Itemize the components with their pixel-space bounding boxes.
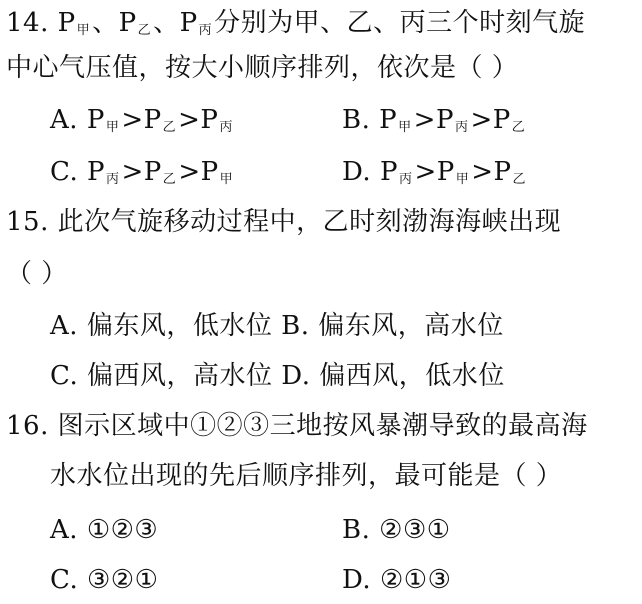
seq-part: >P <box>413 105 454 135</box>
option-seq <box>87 105 235 135</box>
seq-sub: 丙 <box>106 172 120 187</box>
q16-stem-line2 <box>50 459 562 493</box>
seq-sub: 甲 <box>105 120 120 135</box>
option-letter: D. <box>342 565 372 595</box>
option-letter: C. <box>50 157 79 187</box>
option-letter: D. <box>342 157 372 187</box>
seq-sub: 甲 <box>219 172 234 187</box>
option-letter: B. <box>281 311 310 341</box>
option-text: 偏西风，高水位 <box>87 361 273 391</box>
seq-sub: 甲 <box>398 120 412 135</box>
q14-sep1: 、P <box>92 8 137 38</box>
q14-option-a[interactable] <box>50 105 235 135</box>
q14-stem-line2 <box>6 51 518 85</box>
option-letter: D. <box>281 361 311 391</box>
q15-option-a[interactable] <box>50 311 281 341</box>
q14-sub-yi: 乙 <box>137 23 152 38</box>
q14-number: 14. <box>6 8 49 38</box>
seq-part: >P <box>470 105 511 135</box>
q15-options-row1 <box>50 309 504 343</box>
seq-sub: 乙 <box>512 172 527 187</box>
option-text: ②③① <box>379 515 451 545</box>
q14-option-d[interactable] <box>342 155 528 197</box>
q14-sub-bing: 丙 <box>198 23 213 38</box>
q15-stem-part1: 此次气旋移动过程中，乙时刻渤海海峡出现 <box>57 207 562 237</box>
q16-number: 16. <box>6 411 49 441</box>
q15-stem-line1 <box>6 205 561 239</box>
q14-stem-line1 <box>6 6 585 40</box>
q14-p-label: P <box>57 8 76 38</box>
seq-part: P <box>87 157 105 187</box>
seq-part: >P <box>121 105 162 135</box>
option-letter: A. <box>50 105 79 135</box>
q14-options-row2 <box>50 155 527 189</box>
seq-part: >P <box>414 157 455 187</box>
seq-part: P <box>379 105 398 135</box>
q14-options-row1 <box>50 103 526 137</box>
q16-options-row1 <box>50 513 451 547</box>
seq-part: >P <box>471 157 512 187</box>
seq-sub: 乙 <box>511 120 526 135</box>
q15-options-row2 <box>50 359 505 393</box>
q15-stem-part2: （ ） <box>6 259 68 289</box>
q16-stem-part2: 水水位出现的先后顺序排列，最可能是（ ） <box>50 461 563 491</box>
option-text: 偏东风，低水位 <box>86 311 273 341</box>
q15-option-c[interactable] <box>50 361 281 391</box>
seq-sub: 乙 <box>162 120 177 135</box>
q15-option-b[interactable] <box>281 311 504 341</box>
q16-stem-part1: 图示区域中①②③三地按风暴潮导致的最高海 <box>57 411 588 441</box>
q15-stem-line2 <box>6 257 68 291</box>
q14-sub-jia: 甲 <box>76 23 91 38</box>
q14-sep2: 、P <box>153 8 198 38</box>
seq-sub: 甲 <box>455 172 470 187</box>
q14-option-c[interactable] <box>50 157 235 187</box>
option-letter: A. <box>50 515 79 545</box>
seq-part: >P <box>178 157 219 187</box>
option-letter: A. <box>50 311 79 341</box>
q14-stem-suffix: 分别为甲、乙、丙三个时刻气旋 <box>214 8 586 38</box>
option-letter: C. <box>50 361 79 391</box>
q14-option-b[interactable] <box>342 103 527 145</box>
seq-part: P <box>86 105 105 135</box>
seq-part: P <box>379 157 398 187</box>
q16-option-d[interactable] <box>342 563 451 597</box>
q16-option-b[interactable] <box>342 513 451 547</box>
q14-stem-part2: 中心气压值，按大小顺序排列，依次是（ ） <box>6 53 519 83</box>
seq-sub: 丙 <box>398 172 413 187</box>
q16-option-a[interactable] <box>50 515 158 545</box>
option-text: ①②③ <box>86 515 159 545</box>
seq-part: >P <box>178 105 219 135</box>
option-letter: C. <box>50 565 79 595</box>
option-text: ③②① <box>87 565 159 595</box>
option-text: ②①③ <box>379 565 452 595</box>
option-letter: B. <box>342 105 371 135</box>
option-letter: B. <box>342 515 371 545</box>
q16-option-c[interactable] <box>50 565 158 595</box>
option-text: 偏东风，高水位 <box>318 311 504 341</box>
q15-number: 15. <box>6 207 49 237</box>
option-text: 偏西风，低水位 <box>319 361 505 391</box>
option-seq <box>379 105 527 135</box>
q16-stem-line1 <box>6 409 588 443</box>
q15-option-d[interactable] <box>281 361 504 391</box>
option-seq <box>380 157 528 187</box>
option-seq <box>87 157 235 187</box>
seq-sub: 乙 <box>162 172 177 187</box>
seq-part: >P <box>121 157 162 187</box>
seq-sub: 丙 <box>454 120 469 135</box>
q16-options-row2 <box>50 563 452 597</box>
seq-sub: 丙 <box>219 120 233 135</box>
